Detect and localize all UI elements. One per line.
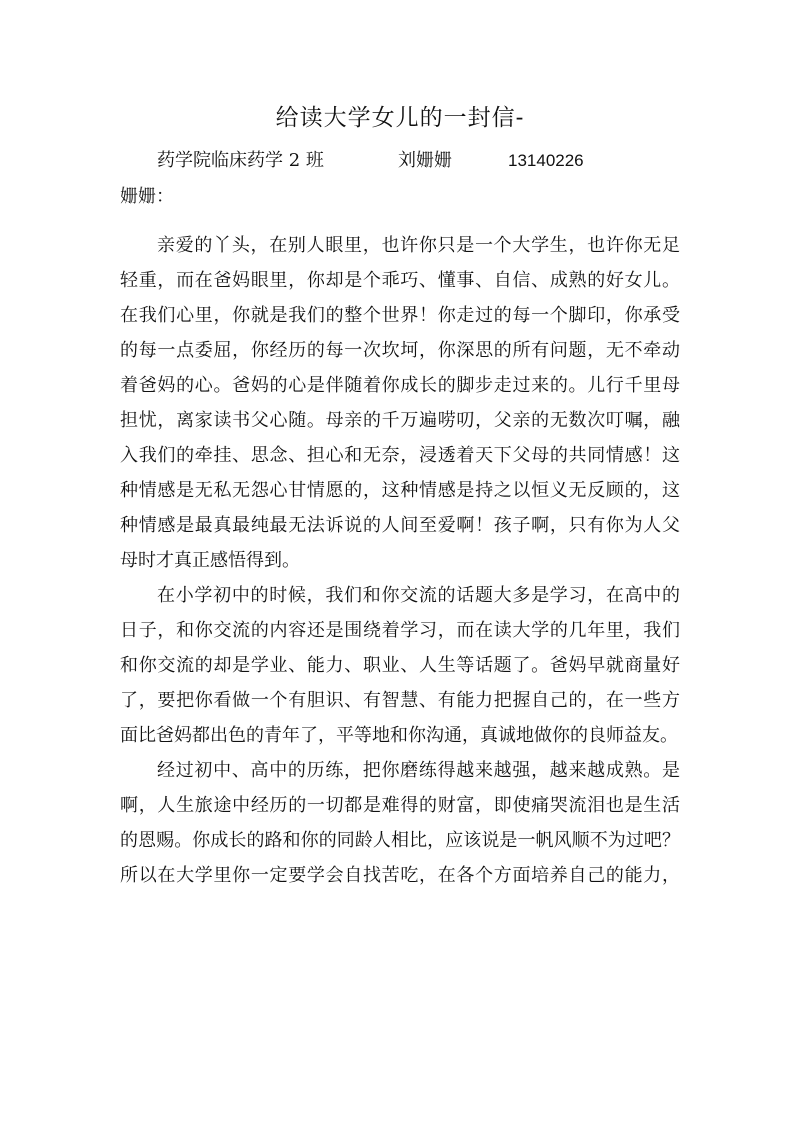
text-line: 的恩赐。你成长的路和你的同龄人相比，应该说是一帆风顺不为过吧？: [120, 830, 680, 851]
salutation: 姗姗：: [120, 186, 174, 207]
paragraph: [120, 228, 680, 578]
letter-title: 给读大学女儿的一封信-: [275, 105, 525, 131]
text-line: 经过初中、高中的历练，把你磨练得越来越强，越来越成熟。是: [157, 760, 680, 781]
text-line: 所以在大学里你一定要学会自找苦吃，在各个方面培养自己的能力，: [120, 865, 680, 886]
paragraph: [120, 753, 680, 893]
text-line: 啊，人生旅途中经历的一切都是难得的财富，即使痛哭流泪也是生活: [120, 795, 680, 816]
text-line: 母时才真正感悟得到。: [120, 550, 300, 571]
letter-body: [120, 228, 680, 893]
text-line: 种情感是最真最纯最无法诉说的人间至爱啊！孩子啊，只有你为人父: [120, 515, 680, 536]
author-class: 药学院临床药学 2 班: [157, 150, 324, 171]
text-line: 着爸妈的心。爸妈的心是伴随着你成长的脚步走过来的。儿行千里母: [120, 375, 680, 396]
text-line: 和你交流的却是学业、能力、职业、人生等话题了。爸妈早就商量好: [120, 655, 680, 676]
text-line: 日子，和你交流的内容还是围绕着学习，而在读大学的几年里，我们: [120, 620, 680, 641]
paragraph: [120, 578, 680, 753]
text-line: 了，要把你看做一个有胆识、有智慧、有能力把握自己的，在一些方: [120, 690, 680, 711]
text-line: 轻重，而在爸妈眼里，你却是个乖巧、懂事、自信、成熟的好女儿。: [120, 270, 680, 291]
student-id: 13140226: [508, 151, 584, 170]
text-line: 亲爱的丫头，在别人眼里，也许你只是一个大学生，也许你无足: [157, 235, 680, 256]
text-line: 担忧，离家读书父心随。母亲的千万遍唠叨，父亲的无数次叮嘱，融: [120, 410, 680, 431]
text-line: 在我们心里，你就是我们的整个世界！你走过的每一个脚印，你承受: [120, 305, 680, 326]
author-name: 刘姗姗: [398, 150, 452, 171]
text-line: 的每一点委屈，你经历的每一次坎坷，你深思的所有问题，无不牵动: [120, 340, 680, 361]
text-line: 面比爸妈都出色的青年了，平等地和你沟通，真诚地做你的良师益友。: [120, 725, 678, 746]
text-line: 在小学初中的时候，我们和你交流的话题大多是学习，在高中的: [157, 585, 680, 606]
text-line: 入我们的牵挂、思念、担心和无奈，浸透着天下父母的共同情感！这: [120, 445, 680, 466]
text-line: 种情感是无私无怨心甘情愿的，这种情感是持之以恒义无反顾的，这: [120, 480, 680, 501]
